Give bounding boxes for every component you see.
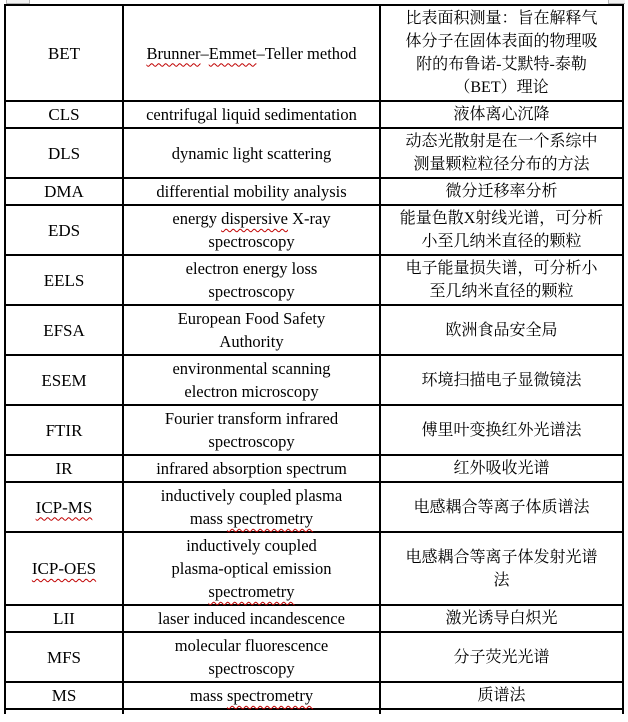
abbreviation-label: DLS (47, 143, 81, 163)
chinese-translation-cell[interactable] (380, 455, 623, 482)
chinese-translation-line: 比表面积测量：旨在解释气 (405, 10, 598, 27)
text-segment: spectroscopy (208, 232, 295, 251)
text-segment: electron energy loss (185, 259, 318, 278)
english-name-line (127, 357, 376, 380)
english-name-line (127, 230, 376, 253)
english-name-cell[interactable] (123, 455, 380, 482)
english-name-line (127, 257, 376, 280)
text-segment: differential mobility analysis (156, 182, 347, 201)
chinese-translation-line: 电子能量损失谱，可分析小 (405, 260, 598, 277)
chinese-translation-cell[interactable] (380, 255, 623, 305)
chinese-translation-line: 小至几纳米直径的颗粒 (421, 233, 582, 250)
text-segment: centrifugal liquid sedimentation (146, 105, 357, 124)
table-row (5, 5, 623, 101)
text-segment: European Food Safety (177, 309, 326, 328)
chinese-translation-line: 动态光散射是在一个系综中 (405, 133, 598, 150)
abbreviation-glossary-table (4, 4, 624, 714)
table-row (5, 355, 623, 405)
abbreviation-label: LII (53, 609, 75, 628)
cut-off-row-stub (5, 709, 623, 714)
chinese-translation-cell[interactable] (380, 632, 623, 682)
abbreviation-label: FTIR (45, 420, 83, 440)
text-segment: – (200, 43, 209, 63)
english-name-cell[interactable] (123, 255, 380, 305)
english-name-line (127, 280, 376, 303)
english-name-line (127, 42, 376, 65)
english-name-line (127, 634, 376, 657)
text-segment: electron microscopy (184, 382, 319, 401)
chinese-translation-line: （BET）理论 (454, 79, 549, 96)
cut-off-cell (123, 709, 380, 714)
table-row (5, 632, 623, 682)
chinese-translation-cell[interactable] (380, 101, 623, 128)
abbreviation-cell[interactable] (5, 455, 123, 482)
table-row (5, 101, 623, 128)
english-name-cell[interactable] (123, 605, 380, 632)
chinese-translation-cell[interactable] (380, 682, 623, 709)
chinese-translation-line: 激光诱导白炽光 (445, 610, 558, 627)
text-segment: environmental scanning (172, 359, 331, 378)
chinese-translation-cell[interactable] (380, 355, 623, 405)
chinese-translation-line: 体分子在固体表面的物理吸 (405, 33, 598, 50)
abbreviation-cell[interactable] (5, 605, 123, 632)
text-segment: –Teller method (256, 43, 357, 63)
english-name-line (127, 657, 376, 680)
chinese-translation-line: 分子荧光光谱 (453, 648, 550, 666)
english-name-line (127, 380, 376, 403)
chinese-translation-line: 附的布鲁诺-艾默特-泰勒 (416, 56, 587, 73)
chinese-translation-cell[interactable] (380, 405, 623, 455)
english-name-line (127, 207, 376, 230)
abbreviation-cell[interactable] (5, 101, 123, 128)
abbreviation-cell[interactable] (5, 5, 123, 101)
chinese-translation-line: 红外吸收光谱 (453, 460, 550, 477)
abbreviation-cell[interactable] (5, 682, 123, 709)
table-row (5, 482, 623, 532)
chinese-translation-line: 微分迁移率分析 (445, 183, 558, 200)
english-name-line (127, 103, 376, 126)
chinese-translation-line: 质谱法 (477, 687, 526, 704)
english-name-cell[interactable] (123, 405, 380, 455)
text-segment: inductively coupled plasma (160, 486, 343, 505)
english-name-cell[interactable] (123, 532, 380, 605)
abbreviation-label: ESEM (41, 370, 87, 390)
table-row (5, 455, 623, 482)
chinese-translation-line: 能量色散X射线光谱，可分析 (399, 210, 604, 227)
english-name-cell[interactable] (123, 355, 380, 405)
text-segment: inductively coupled (186, 536, 317, 555)
chinese-translation-line: 测量颗粒粒径分布的方法 (413, 156, 590, 173)
english-name-line (127, 330, 376, 353)
english-name-line (127, 557, 376, 580)
english-name-cell[interactable] (123, 128, 380, 178)
abbreviation-label: EFSA (43, 320, 85, 340)
english-name-line (127, 484, 376, 507)
english-name-line (127, 534, 376, 557)
chinese-translation-cell[interactable] (380, 205, 623, 255)
abbreviation-label-misspelled: ICP-OES (31, 559, 97, 578)
chinese-translation-line: 法 (493, 571, 510, 589)
cut-off-cell (380, 709, 623, 714)
abbreviation-cell[interactable] (5, 482, 123, 532)
misspelled-word: Emmet (208, 43, 257, 63)
abbreviation-label: EDS (47, 220, 81, 240)
abbreviation-label: DMA (44, 182, 84, 201)
text-segment: dynamic light scattering (171, 143, 332, 163)
abbreviation-cell[interactable] (5, 355, 123, 405)
table-row (5, 405, 623, 455)
chinese-translation-cell[interactable] (380, 532, 623, 605)
text-segment: mass (189, 686, 227, 705)
english-name-cell[interactable] (123, 5, 380, 101)
abbreviation-cell[interactable] (5, 532, 123, 605)
abbreviation-label: EELS (43, 270, 85, 290)
text-segment: Authority (219, 332, 284, 351)
text-segment: plasma-optical emission (171, 559, 332, 578)
chinese-translation-cell[interactable] (380, 305, 623, 355)
table-row (5, 128, 623, 178)
table-row (5, 532, 623, 605)
chinese-translation-line: 电感耦合等离子体发射光谱 (405, 548, 598, 566)
abbreviation-cell[interactable] (5, 632, 123, 682)
table-row (5, 255, 623, 305)
english-name-cell[interactable] (123, 482, 380, 532)
chinese-translation-cell[interactable] (380, 128, 623, 178)
chinese-translation-cell[interactable] (380, 482, 623, 532)
chinese-translation-line: 傅里叶变换红外光谱法 (421, 421, 582, 439)
english-name-line (127, 507, 376, 530)
abbreviation-label: MFS (46, 647, 82, 667)
chinese-translation-line: 至几纳米直径的颗粒 (429, 283, 574, 300)
text-segment: Fourier transform infrared (164, 409, 339, 428)
chinese-translation-cell[interactable] (380, 178, 623, 205)
abbreviation-cell[interactable] (5, 405, 123, 455)
cut-off-cell (5, 709, 123, 714)
english-name-line (127, 580, 376, 603)
abbreviation-cell[interactable] (5, 128, 123, 178)
text-segment: molecular fluorescence (174, 636, 329, 655)
text-segment: infrared absorption spectrum (156, 459, 347, 478)
chinese-translation-line: 液体离心沉降 (453, 106, 550, 123)
english-name-line (127, 430, 376, 453)
table-row (5, 205, 623, 255)
abbreviation-label: MS (51, 686, 77, 705)
misspelled-word: spectrometry (208, 582, 295, 601)
english-name-line (127, 180, 376, 203)
chinese-translation-cell[interactable] (380, 605, 623, 632)
abbreviation-label: CLS (48, 105, 80, 124)
english-name-line (127, 142, 376, 165)
misspelled-word: spectrometry (226, 686, 314, 705)
table-row (5, 305, 623, 355)
english-name-cell[interactable] (123, 205, 380, 255)
abbreviation-cell[interactable] (5, 205, 123, 255)
abbreviation-cell[interactable] (5, 255, 123, 305)
table-row (5, 682, 623, 709)
abbreviation-cell[interactable] (5, 305, 123, 355)
abbreviation-label: BET (47, 43, 81, 63)
text-segment: spectroscopy (208, 282, 295, 301)
table-row (5, 605, 623, 632)
abbreviation-label-misspelled: ICP-MS (35, 497, 93, 517)
text-segment: energy (172, 209, 222, 228)
abbreviation-cell[interactable] (5, 178, 123, 205)
chinese-translation-line: 电感耦合等离子体质谱法 (413, 498, 590, 516)
english-name-cell[interactable] (123, 305, 380, 355)
misspelled-word: Brunner (146, 43, 201, 63)
text-segment: mass (189, 509, 227, 528)
english-name-line (127, 684, 376, 707)
text-segment: spectroscopy (208, 432, 295, 451)
table-row (5, 178, 623, 205)
misspelled-word: spectrometry (226, 509, 314, 528)
text-segment: laser induced incandescence (158, 609, 345, 628)
text-segment: X-ray (288, 209, 331, 228)
text-segment: spectroscopy (208, 659, 295, 678)
english-name-line (127, 307, 376, 330)
chinese-translation-line: 环境扫描电子显微镜法 (421, 371, 582, 389)
english-name-cell[interactable] (123, 101, 380, 128)
english-name-cell[interactable] (123, 632, 380, 682)
chinese-translation-line: 欧洲食品安全局 (445, 321, 558, 339)
abbreviation-label: IR (55, 459, 73, 478)
misspelled-word: dispersive (221, 209, 288, 228)
table-body (5, 5, 623, 714)
english-name-line (127, 407, 376, 430)
chinese-translation-cell[interactable] (380, 5, 623, 101)
english-name-line (127, 457, 376, 480)
english-name-line (127, 607, 376, 630)
english-name-cell[interactable] (123, 682, 380, 709)
english-name-cell[interactable] (123, 178, 380, 205)
